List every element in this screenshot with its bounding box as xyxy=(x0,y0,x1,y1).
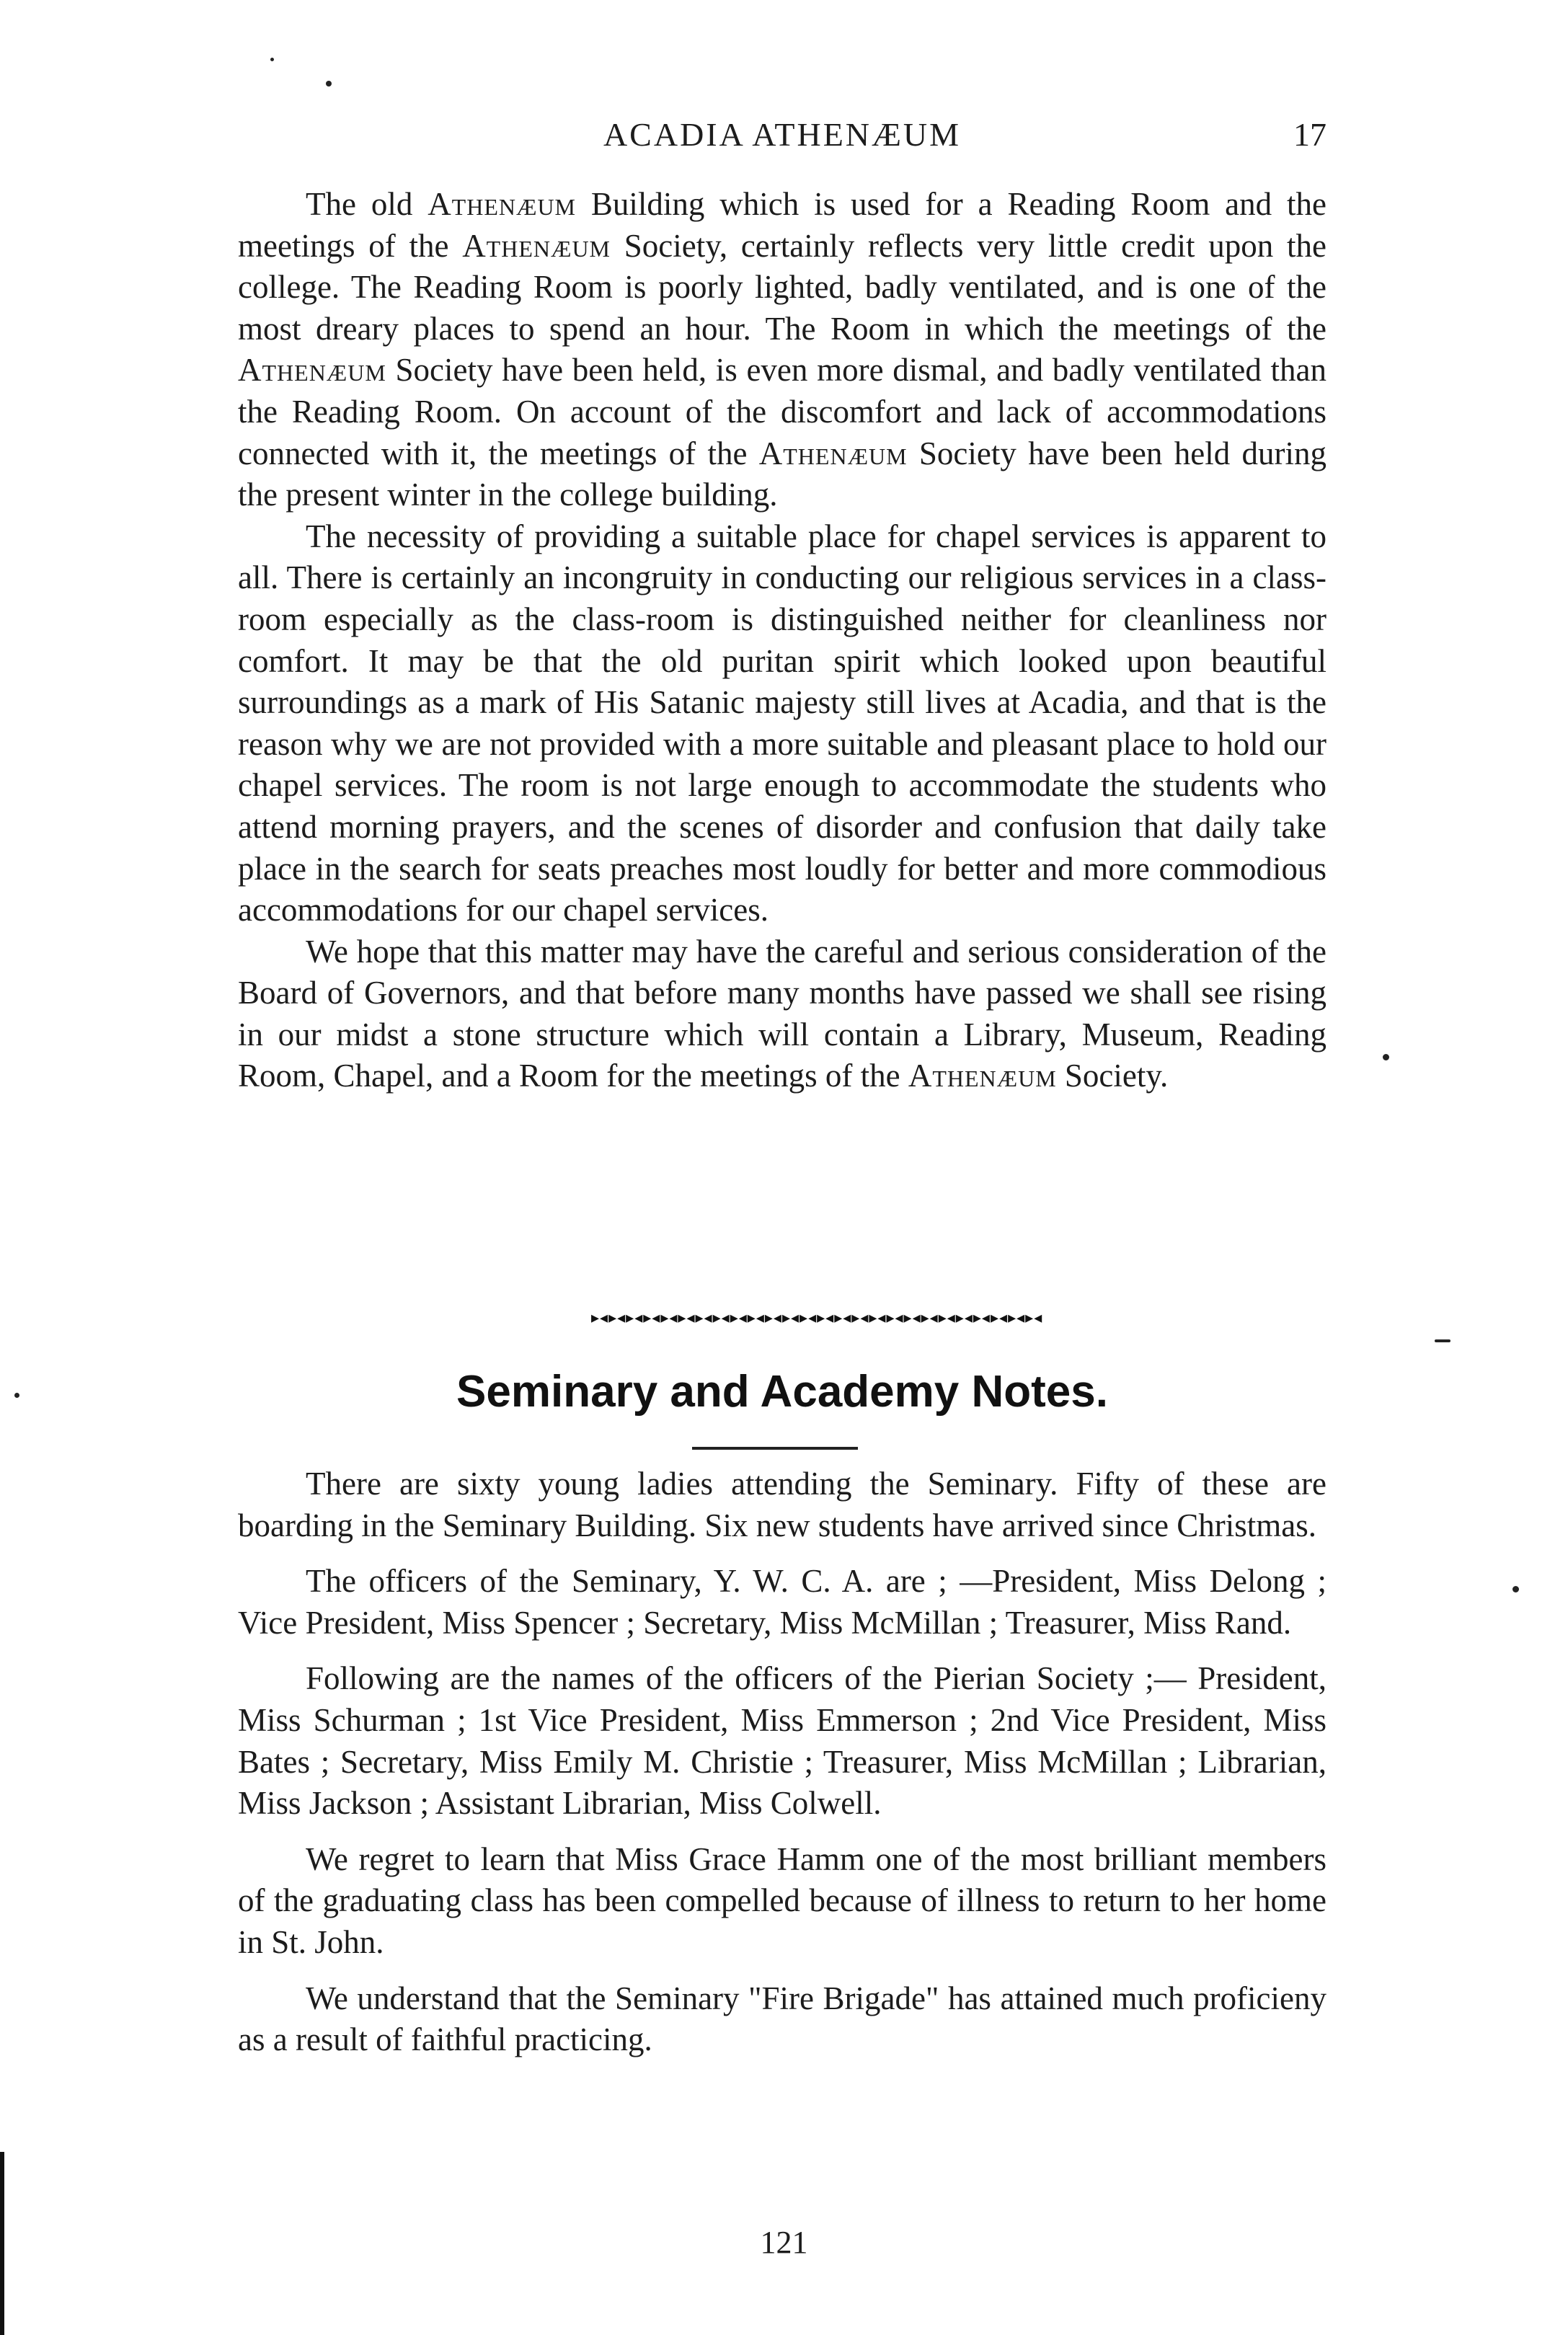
text-run: The necessity of providing a suitable place for chapel services is apparent to all. There is certainly an incongruity in conducting our religious services in a class-room especially as the class-room is distinguished neither for cleanliness nor comfort. It may be that the old puritan spirit which looked upon beautiful surroundings as a mark of His Satanic majesty still lives at Acadia, and that is the reason why we are not provided with a more suitable and pleasant place to hold our chapel services. The room is not large enough to accommodate the students who attend morning prayers, and the scenes of disorder and confusion that daily take place in the search for seats preaches most loudly for better and more commodious accommodations for our chapel services. xyxy=(238,518,1326,929)
paragraph: Following are the names of the officers of the Pierian Society ;— President, Miss Schurman ; 1st Vice President, Miss Emmerson ; 2nd Vice President, Miss Bates ; Secretary, Miss Emily M. Christie ; Treasurer, Miss McMillan ; Librarian, Miss Jackson ; Assistant Librarian, Miss Colwell. xyxy=(238,1660,1326,1822)
small-caps-run: Athenæum xyxy=(462,227,611,264)
small-caps-run: Athenæum xyxy=(428,186,577,222)
scan-speck xyxy=(1383,1054,1389,1060)
scan-speck xyxy=(270,58,274,61)
small-caps-run: Athenæum xyxy=(238,352,386,389)
small-caps-run: Athenæum xyxy=(758,435,908,471)
folio-number: 121 xyxy=(760,2225,808,2260)
text-run: Building which is used for a Reading Room and the meetings of the xyxy=(238,186,1326,264)
text-run: We hope that this matter may have the careful and serious consideration of the Board of Governors, and that before many months have passed we shall see rising in our midst a stone structure which will contain a Library, Museum, Reading Room, Chapel, and a Room for the meetings of the xyxy=(238,933,1326,1094)
small-caps-run: Athenæum xyxy=(908,1058,1057,1094)
running-head-page-number: 17 xyxy=(1293,116,1326,153)
decorative-ornament: ▸◂▸◂▸◂▸◂▸◂▸◂▸◂▸◂▸◂▸◂▸◂▸◂▸◂▸◂▸◂▸◂▸◂▸◂▸◂▸◂▸◂▸◂▸◂▸◂▸◂▸◂ xyxy=(591,1308,1043,1326)
paragraph xyxy=(238,931,1326,1097)
text-run: Society have been held, is even more dismal, and badly ventilated than the Reading Room. On account of the discomfort and lack of accommodations connected with it, the meetings of the xyxy=(238,352,1326,471)
text-run: Society, certainly reflects very little credit upon the college. The Reading Room is poorly lighted, badly ventilated, and is one of the most dreary places to spend an hour. The Room in which the meetings of the xyxy=(238,227,1326,347)
paragraph: There are sixty young ladies attending the Seminary. Fifty of these are boarding in the Seminary Building. Six new students have arrived since Christmas. xyxy=(238,1466,1326,1543)
section-heading: Seminary and Academy Notes. xyxy=(456,1367,1108,1417)
seminary-notes-section xyxy=(238,1463,1326,2075)
scan-edge xyxy=(0,2152,4,2335)
running-head-title: ACADIA ATHENÆUM xyxy=(603,116,962,153)
editorial-section xyxy=(238,184,1326,1097)
text-run: Society. xyxy=(1056,1058,1169,1094)
scan-speck xyxy=(1435,1339,1450,1342)
text-run: Society have been held during the present winter in the college building. xyxy=(238,435,1326,513)
text-run: The old xyxy=(306,186,428,222)
scan-speck xyxy=(326,81,332,87)
scan-speck xyxy=(14,1393,19,1398)
paragraph: We understand that the Seminary "Fire Brigade" has attained much proficieny as a result of faithful practicing. xyxy=(238,1980,1326,2058)
paragraph xyxy=(238,184,1326,516)
heading-rule xyxy=(692,1447,858,1450)
paragraph: We regret to learn that Miss Grace Hamm one of the most brilliant members of the graduating class has been compelled because of illness to return to her home in St. John. xyxy=(238,1840,1326,1960)
scan-speck xyxy=(1512,1586,1519,1592)
paragraph: The officers of the Seminary, Y. W. C. A. are ; —President, Miss Delong ; Vice President, Miss Spencer ; Secretary, Miss McMillan ; Treasurer, Miss Rand. xyxy=(238,1563,1326,1641)
running-head xyxy=(238,115,1326,159)
paragraph xyxy=(238,516,1326,931)
